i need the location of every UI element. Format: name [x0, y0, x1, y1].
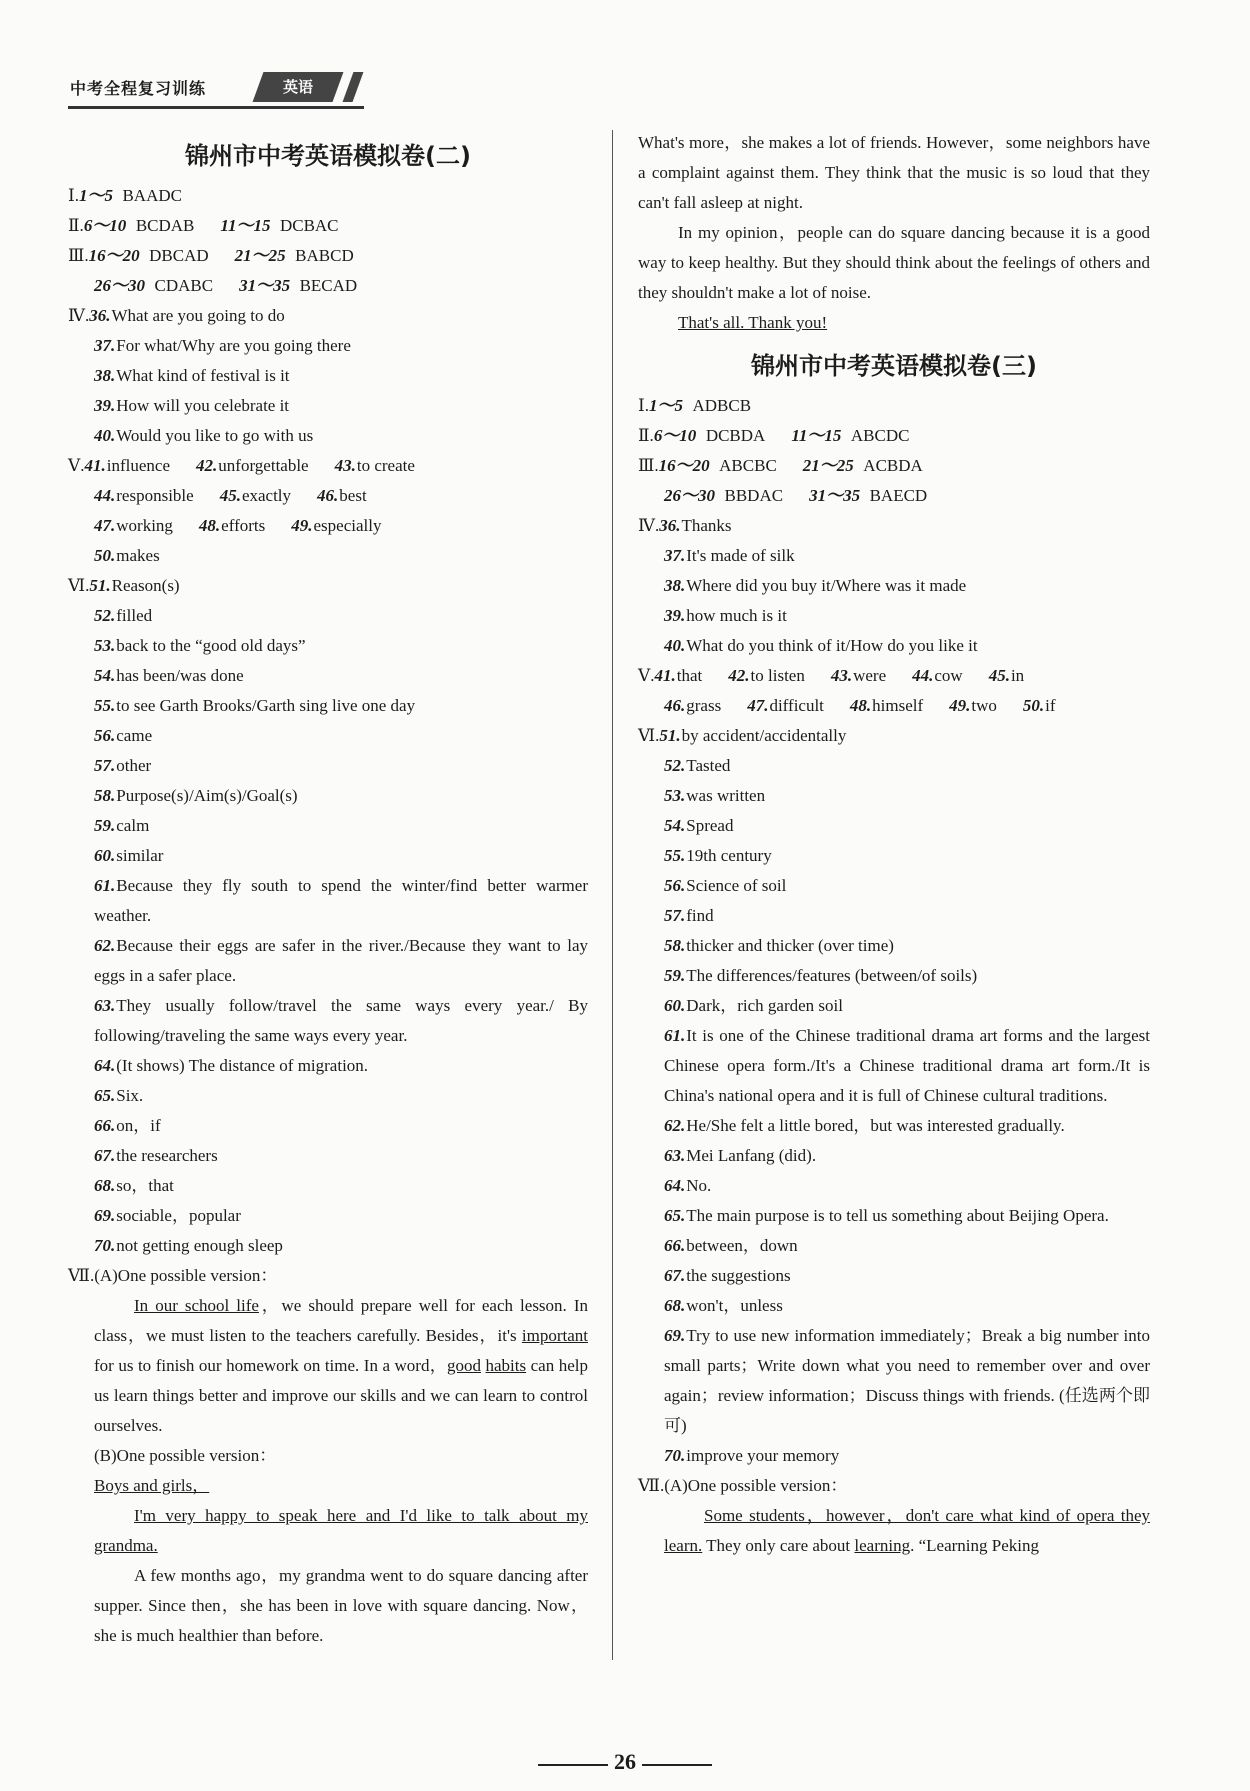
r-answer-68: 68.won't，unless — [664, 1296, 783, 1315]
answers-44-46: 44.responsible 45.exactly 46.best — [94, 486, 367, 505]
r-answer-52: 52.Tasted — [664, 756, 731, 775]
column-divider — [612, 130, 613, 1660]
answer-67: 67.the researchers — [94, 1146, 218, 1165]
r-answer-51: Ⅵ.51.by accident/accidentally — [638, 726, 847, 745]
r-answer-55: 55.19th century — [664, 846, 772, 865]
answer-69: 69.sociable，popular — [94, 1206, 241, 1225]
answer-59: 59.calm — [94, 816, 150, 835]
r-answer-39: 39.how much is it — [664, 606, 787, 625]
r-answer-57: 57.find — [664, 906, 714, 925]
answers-47-49: 47.working 48.efforts 49.especially — [94, 516, 382, 535]
answer-61: 61.Because they fly south to spend the winter/find better warmer weather. — [94, 876, 588, 925]
answer-38: 38.What kind of festival is it — [94, 366, 290, 385]
answer-60: 60.similar — [94, 846, 164, 865]
r-answer-60: 60.Dark，rich garden soil — [664, 996, 843, 1015]
page-header — [68, 72, 364, 109]
section-2: Ⅱ.6～10 BCDAB 11～15 DCBAC — [68, 216, 339, 235]
answer-50: 50.makes — [94, 546, 160, 565]
section-3-row-1: Ⅲ.16～20 DBCAD 21～25 BABCD — [68, 246, 354, 265]
r-answer-67: 67.the suggestions — [664, 1266, 791, 1285]
r-answer-66: 66.between，down — [664, 1236, 798, 1255]
r-answer-63: 63.Mei Lanfang (did). — [664, 1146, 817, 1165]
r-answer-64: 64.No. — [664, 1176, 712, 1195]
writing-b-paragraph-3: In my opinion，people can do square dancing because it is a good way to keep healthy. But they should think about the feelings of others and they shouldn't make a lot of noise. — [638, 223, 1150, 302]
answer-55: 55.to see Garth Brooks/Garth sing live one day — [94, 696, 416, 715]
answer-66: 66.on，if — [94, 1116, 161, 1135]
r-section-2: Ⅱ.6～10 DCBDA 11～15 ABCDC — [638, 426, 910, 445]
left-column — [68, 128, 588, 1651]
writing-b-paragraph-2: What's more，she makes a lot of friends. However，some neighbors have a complaint against them. They think that the music is so loud that they can't fall asleep at night. — [638, 133, 1150, 212]
r-answer-40: 40.What do you think of it/How do you like it — [664, 636, 978, 655]
r-answer-36: Ⅳ.36.Thanks — [638, 516, 732, 535]
r-answer-69: 69.Try to use new information immediately；Break a big number into small parts；Write down what you need to remember over and over again；review information；Discuss things with friends. (任选两个即可) — [664, 1326, 1150, 1435]
r-answer-58: 58.thicker and thicker (over time) — [664, 936, 894, 955]
r-writing-a-text: Some students，however，don't care what kind of opera they learn. They only care about learning. “Learning Peking — [664, 1506, 1150, 1555]
r-answer-65: 65.The main purpose is to tell us something about Beijing Opera. — [664, 1206, 1109, 1225]
writing-b-heading: (B)One possible version： — [94, 1446, 277, 1465]
answer-53: 53.back to the “good old days” — [94, 636, 306, 655]
r-answers-41-45: Ⅴ.41.that 42.to listen 43.were 44.cow 45.in — [638, 666, 1025, 685]
r-section-1: Ⅰ.1～5 ADBCB — [638, 396, 752, 415]
r-answer-70: 70.improve your memory — [664, 1446, 840, 1465]
answer-56: 56.came — [94, 726, 153, 745]
answer-52: 52.filled — [94, 606, 153, 625]
r-answer-59: 59.The differences/features (between/of soils) — [664, 966, 978, 985]
answer-54: 54.has been/was done — [94, 666, 244, 685]
answer-40: 40.Would you like to go with us — [94, 426, 314, 445]
answer-57: 57.other — [94, 756, 152, 775]
footer-decoration-left — [538, 1764, 608, 1766]
answer-64: 64.(It shows) The distance of migration. — [94, 1056, 369, 1075]
r-answer-56: 56.Science of soil — [664, 876, 787, 895]
answers-41-43: Ⅴ.41.influence 42.unforgettable 43.to create — [68, 456, 415, 475]
r-answer-61: 61.It is one of the Chinese traditional drama art forms and the largest Chinese opera form./It's a Chinese traditional drama art form./It is China's national opera and it is full of Chinese cultural traditions. — [664, 1026, 1150, 1105]
exam-title-3: 锦州市中考英语模拟卷(三) — [751, 352, 1037, 380]
r-answer-38: 38.Where did you buy it/Where was it made — [664, 576, 967, 595]
subject-label: 英语 — [282, 78, 313, 96]
r-answer-62: 62.He/She felt a little bored，but was interested gradually. — [664, 1116, 1065, 1135]
section-3-row-2: 26～30 CDABC 31～35 BECAD — [94, 276, 358, 295]
answer-39: 39.How will you celebrate it — [94, 396, 290, 415]
answer-58: 58.Purpose(s)/Aim(s)/Goal(s) — [94, 786, 298, 805]
answer-36: Ⅳ.36.What are you going to do — [68, 306, 285, 325]
book-series-title: 中考全程复习训练 — [70, 79, 207, 98]
writing-b-closing: That's all. Thank you! — [678, 313, 828, 332]
r-section-3-row-2: 26～30 BBDAC 31～35 BAECD — [664, 486, 928, 505]
r-section-3-row-1: Ⅲ.16～20 ABCBC 21～25 ACBDA — [638, 456, 923, 475]
writing-b-opening: I'm very happy to speak here and I'd like to talk about my grandma. — [94, 1506, 588, 1555]
page-footer — [510, 1747, 740, 1777]
writing-a-heading: Ⅶ.(A)One possible version： — [68, 1266, 278, 1285]
r-writing-a-heading: Ⅶ.(A)One possible version： — [638, 1476, 848, 1495]
r-answer-54: 54.Spread — [664, 816, 734, 835]
answer-37: 37.For what/Why are you going there — [94, 336, 351, 355]
footer-decoration-right — [642, 1764, 712, 1766]
r-answer-53: 53.was written — [664, 786, 766, 805]
writing-b-greeting: Boys and girls， — [94, 1476, 210, 1495]
answer-65: 65.Six. — [94, 1086, 144, 1105]
r-answer-37: 37.It's made of silk — [664, 546, 795, 565]
exam-title-2: 锦州市中考英语模拟卷(二) — [185, 142, 471, 170]
answer-70: 70.not getting enough sleep — [94, 1236, 283, 1255]
answer-62: 62.Because their eggs are safer in the river./Because they want to lay eggs in a safer place. — [94, 936, 588, 985]
section-1: Ⅰ.1～5 BAADC — [68, 186, 182, 205]
answer-68: 68.so，that — [94, 1176, 174, 1195]
answer-51: Ⅵ.51.Reason(s) — [68, 576, 180, 595]
answer-63: 63.They usually follow/travel the same ways every year./ By following/traveling the same ways every year. — [94, 996, 588, 1045]
right-column — [638, 128, 1150, 1561]
writing-a-text: In our school life，we should prepare well for each lesson. In class，we must listen to the teachers carefully. Besides，it's important for us to finish our homework on time. In a word，good habits can help us learn things better and improve our skills and we can learn to control ourselves. — [94, 1296, 589, 1435]
subject-tag — [253, 72, 344, 102]
header-decoration — [343, 72, 364, 102]
writing-b-paragraph-1: A few months ago，my grandma went to do square dancing after supper. Since then，she has been in love with square dancing. Now，she is much healthier than before. — [94, 1566, 588, 1645]
r-answers-46-50: 46.grass 47.difficult 48.himself 49.two 50.if — [664, 696, 1056, 715]
page-number: 26 — [614, 1749, 636, 1774]
